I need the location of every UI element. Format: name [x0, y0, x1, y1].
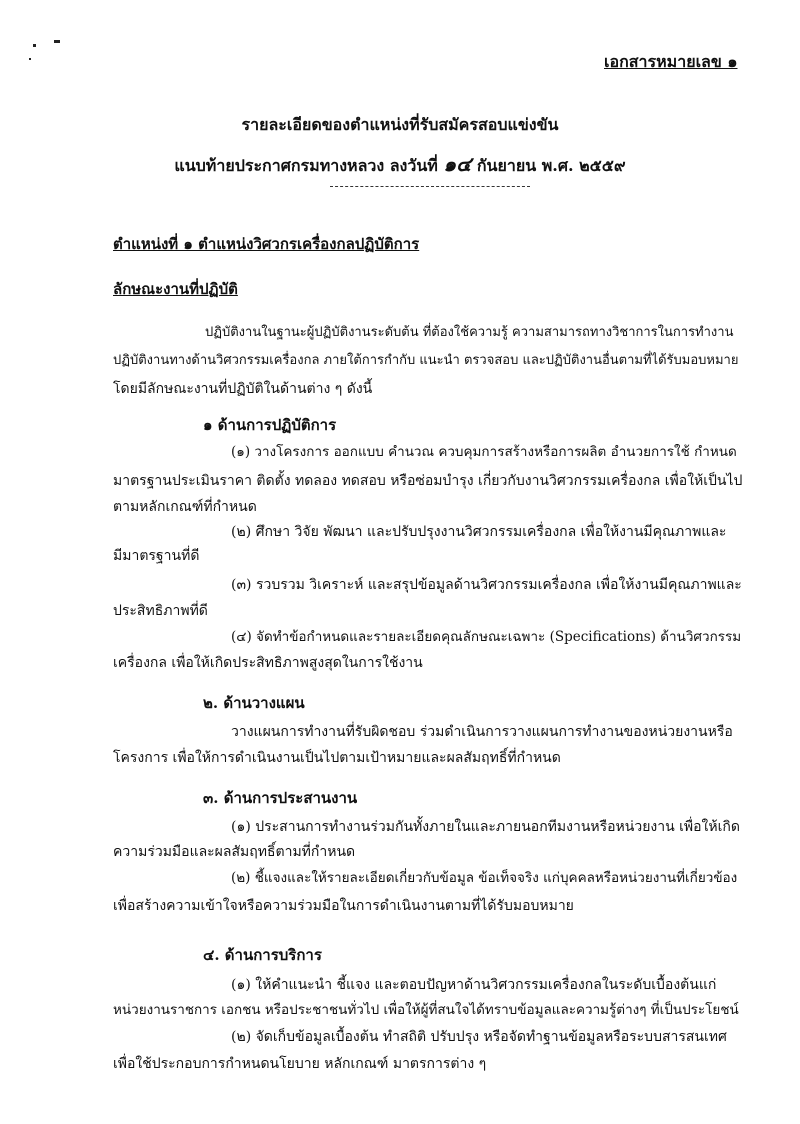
position-heading: ตำแหน่งที่ ๑ ตำแหน่งวิศวกรเครื่องกลปฏิบัติการ	[113, 235, 420, 253]
subtitle-prefix: แนบท้ายประกาศกรมทางหลวง ลงวันที่	[174, 156, 438, 175]
paragraph-line: หน่วยงานราชการ เอกชน หรือประชาชนทั่วไป เพื่อให้ผู้ที่สนใจได้ทราบข้อมูลและความรู้ต่างๆ ที่เป็นประโยชน์	[113, 1002, 739, 1018]
document-number: เอกสารหมายเลข ๑	[604, 52, 738, 71]
scan-speck	[54, 40, 60, 43]
paragraph-line: (๔) จัดทำข้อกำหนดและรายละเอียดคุณลักษณะเฉพาะ (Specifications) ด้านวิศวกรรม	[231, 629, 742, 645]
divider	[330, 186, 530, 187]
section-title-coordination: ๓. ด้านการประสานงาน	[203, 789, 358, 807]
section-title-operations: ๑ ด้านการปฏิบัติการ	[203, 416, 337, 434]
paragraph-line: มาตรฐานประเมินราคา ติดตั้ง ทดลอง ทดสอบ หรือซ่อมบำรุง เกี่ยวกับงานวิศวกรรมเครื่องกล เพื่อให้เป็นไป	[113, 473, 743, 489]
paragraph-line: โครงการ เพื่อให้การดำเนินงานเป็นไปตามเป้าหมายและผลสัมฤทธิ์ที่กำหนด	[113, 750, 561, 766]
document-title: รายละเอียดของตำแหน่งที่รับสมัครสอบแข่งขัน	[241, 115, 559, 134]
paragraph-line: (๒) จัดเก็บข้อมูลเบื้องต้น ทำสถิติ ปรับปรุง หรือจัดทำฐานข้อมูลหรือระบบสารสนเทศ	[231, 1029, 727, 1045]
section-title-service: ๔. ด้านการบริการ	[203, 946, 322, 964]
intro-line: ปฏิบัติงานทางด้านวิศวกรรมเครื่องกล ภายใต้การกำกับ แนะนำ ตรวจสอบ และปฏิบัติงานอื่นตามที่ได้รับมอบหมาย	[113, 353, 739, 368]
intro-line: โดยมีลักษณะงานที่ปฏิบัติในด้านต่าง ๆ ดังนี้	[113, 381, 373, 397]
paragraph-line: (๑) ให้คำแนะนำ ชี้แจง และตอบปัญหาด้านวิศวกรรมเครื่องกลในระดับเบื้องต้นแก่	[231, 977, 717, 993]
paragraph-line: (๒) ศึกษา วิจัย พัฒนา และปรับปรุงงานวิศวกรรมเครื่องกล เพื่อให้งานมีคุณภาพและ	[231, 524, 727, 540]
paragraph-line: ตามหลักเกณฑ์ที่กำหนด	[113, 499, 257, 515]
job-nature-heading: ลักษณะงานที่ปฏิบัติ	[113, 280, 238, 298]
scan-speck	[33, 44, 36, 47]
paragraph-line: มีมาตรฐานที่ดี	[113, 548, 200, 564]
paragraph-line: (๑) ประสานการทำงานร่วมกันทั้งภายในและภายนอกทีมงานหรือหน่วยงาน เพื่อให้เกิด	[231, 819, 740, 835]
paragraph-line: ประสิทธิภาพที่ดี	[113, 603, 208, 619]
paragraph-line: (๒) ชี้แจงและให้รายละเอียดเกี่ยวกับข้อมูล ข้อเท็จจริง แก่บุคคลหรือหน่วยงานที่เกี่ยวข้อง	[231, 870, 738, 886]
paragraph-line: เครื่องกล เพื่อให้เกิดประสิทธิภาพสูงสุดในการใช้งาน	[113, 655, 423, 671]
paragraph-line: (๓) รวบรวม วิเคราะห์ และสรุปข้อมูลด้านวิศวกรรมเครื่องกล เพื่อให้งานมีคุณภาพและ	[231, 577, 742, 593]
paragraph-line: เพื่อใช้ประกอบการกำหนดนโยบาย หลักเกณฑ์ มาตรการต่าง ๆ	[113, 1056, 487, 1072]
intro-line: ปฏิบัติงานในฐานะผู้ปฏิบัติงานระดับต้น ที่ต้องใช้ความรู้ ความสามารถทางวิชาการในการทำงาน	[205, 325, 734, 340]
subtitle-suffix: กันยายน พ.ศ. ๒๕๕๙	[476, 156, 626, 175]
paragraph-line: วางแผนการทำงานที่รับผิดชอบ ร่วมดำเนินการวางแผนการทำงานของหน่วยงานหรือ	[231, 724, 733, 740]
handwritten-date: ๑๔	[443, 152, 472, 176]
section-title-planning: ๒. ด้านวางแผน	[203, 694, 305, 712]
paragraph-line: (๑) วางโครงการ ออกแบบ คำนวณ ควบคุมการสร้างหรือการผลิต อำนวยการใช้ กำหนด	[231, 444, 737, 460]
scan-speck	[29, 58, 31, 60]
paragraph-line: ความร่วมมือและผลสัมฤทธิ์ตามที่กำหนด	[113, 844, 356, 860]
paragraph-line: เพื่อสร้างความเข้าใจหรือความร่วมมือในการดำเนินงานตามที่ได้รับมอบหมาย	[113, 898, 574, 914]
document-subtitle	[0, 148, 800, 180]
